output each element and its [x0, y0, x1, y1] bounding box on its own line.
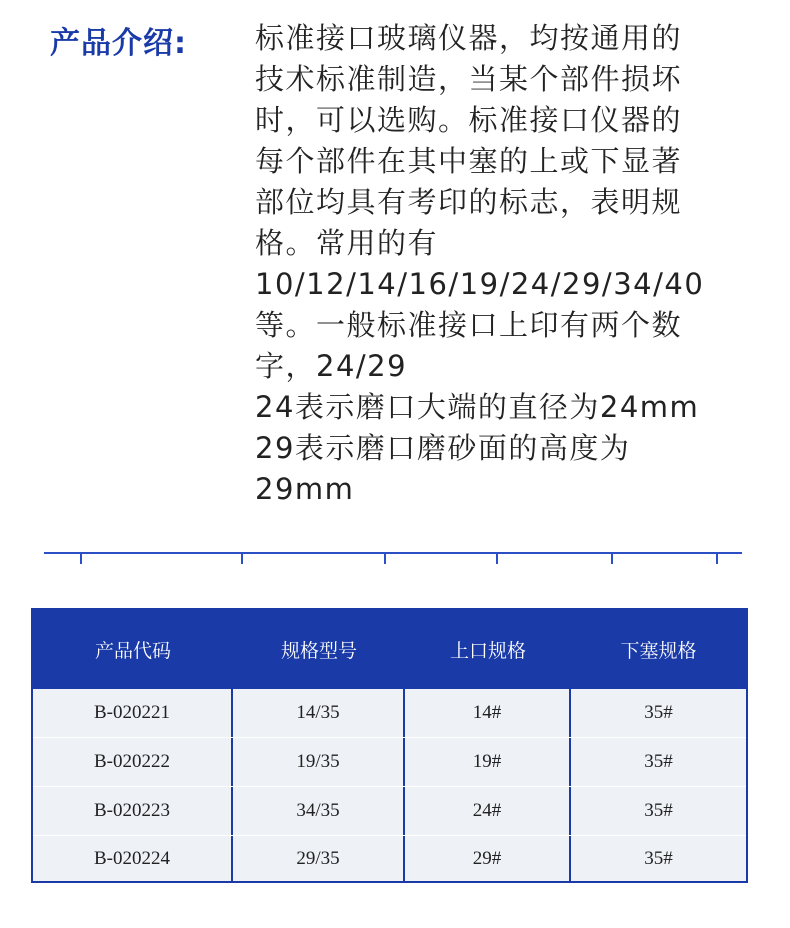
- description-line: 24表示磨口大端的直径为24mm: [255, 390, 700, 424]
- table-row: [33, 689, 746, 738]
- description-line: 29表示磨口磨砂面的高度为: [255, 431, 631, 465]
- cell-product-code: B-020221: [33, 689, 233, 737]
- ruler-line: [44, 552, 742, 554]
- table-header: [33, 610, 746, 689]
- cell-lower-plug-spec: 35#: [644, 751, 673, 772]
- cell-upper-spec: 24#: [405, 787, 571, 835]
- table-row: [33, 787, 746, 836]
- description-line: 29mm: [255, 472, 355, 506]
- spec-table: [31, 608, 748, 883]
- ruler-tick: [716, 552, 718, 564]
- cell-product-code: B-020224: [33, 836, 233, 881]
- cell-upper-spec: 14#: [405, 689, 571, 737]
- description-line: 等。一般标准接口上印有两个数: [255, 308, 683, 342]
- description-line: 字，24/29: [255, 349, 408, 383]
- cell-product-code: B-020223: [33, 787, 233, 835]
- product-intro-label: 产品介绍:: [50, 26, 187, 61]
- ruler-tick: [241, 552, 243, 564]
- description-line: 标准接口玻璃仪器，均按通用的: [255, 21, 683, 55]
- description-line: 每个部件在其中塞的上或下显著: [255, 144, 683, 178]
- header-lower-plug-spec: 下塞规格: [620, 640, 697, 662]
- product-description: [255, 18, 755, 510]
- header-spec-model: 规格型号: [280, 640, 357, 662]
- table-row: [33, 738, 746, 787]
- cell-spec-model: 29/35: [233, 836, 405, 881]
- cell-lower-plug-spec: 35#: [644, 800, 673, 821]
- description-line: 10/12/14/16/19/24/29/34/40: [255, 267, 705, 301]
- decorative-ruler-divider: [44, 552, 742, 564]
- ruler-tick: [384, 552, 386, 564]
- cell-lower-plug-spec: 35#: [644, 702, 673, 723]
- cell-upper-spec: 19#: [405, 738, 571, 786]
- cell-spec-model: 14/35: [233, 689, 405, 737]
- ruler-tick: [611, 552, 613, 564]
- cell-product-code: B-020222: [33, 738, 233, 786]
- cell-spec-model: 34/35: [233, 787, 405, 835]
- cell-upper-spec: 29#: [405, 836, 571, 881]
- cell-spec-model: 19/35: [233, 738, 405, 786]
- description-line: 技术标准制造，当某个部件损坏: [255, 62, 683, 96]
- description-line: 时，可以选购。标准接口仪器的: [255, 103, 683, 137]
- ruler-tick: [80, 552, 82, 564]
- description-line: 格。常用的有: [255, 226, 439, 260]
- table-row: [33, 836, 746, 881]
- header-product-code: 产品代码: [94, 640, 171, 662]
- ruler-tick: [496, 552, 498, 564]
- cell-lower-plug-spec: 35#: [644, 847, 673, 869]
- header-upper-spec: 上口规格: [449, 640, 526, 662]
- description-line: 部位均具有考印的标志，表明规: [255, 185, 683, 219]
